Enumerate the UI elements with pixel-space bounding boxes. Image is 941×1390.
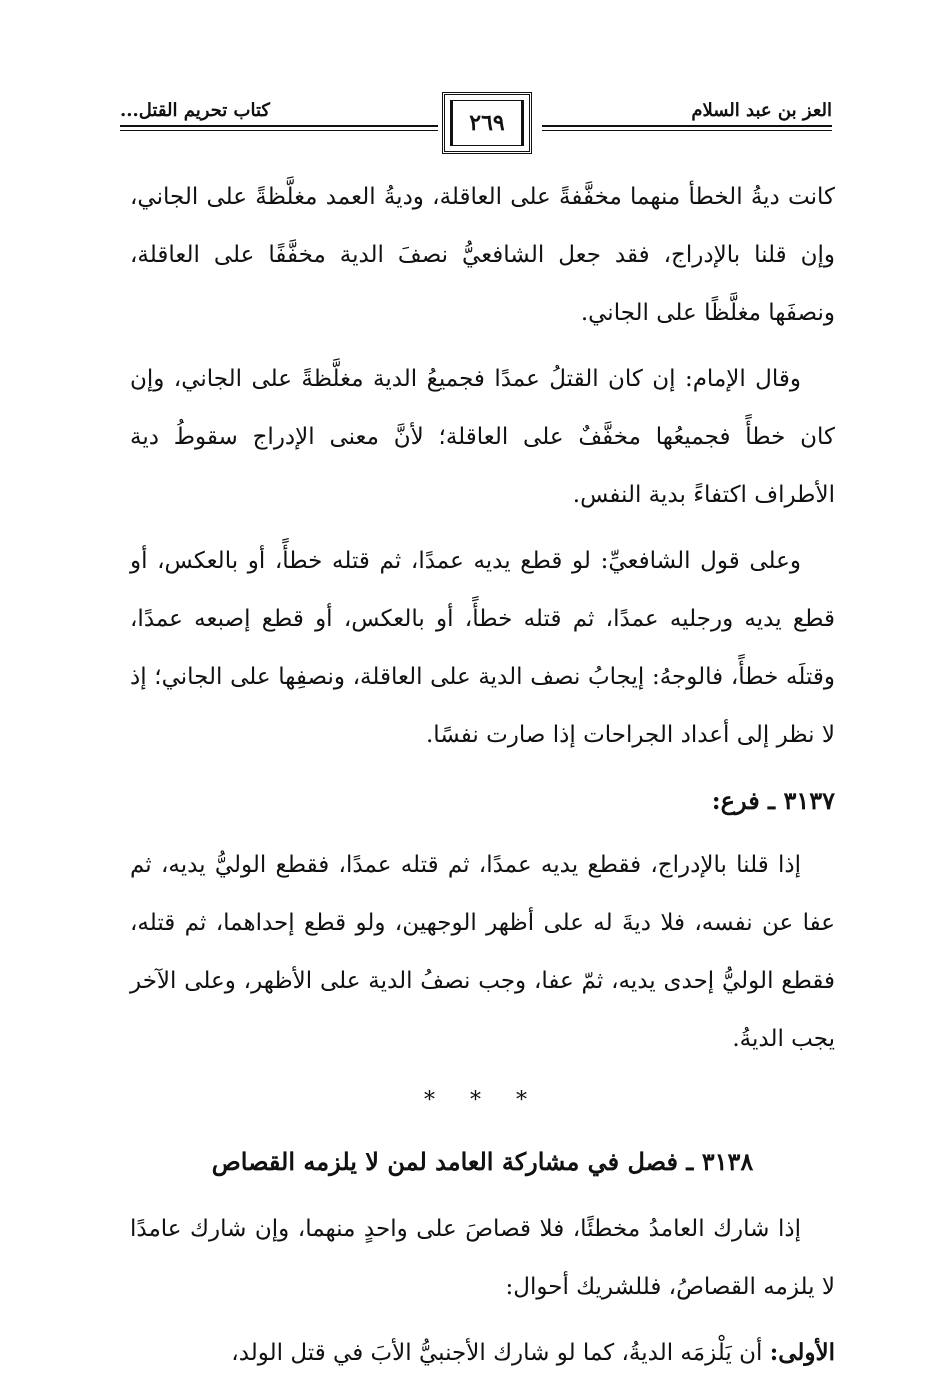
paragraph-3: وعلى قول الشافعيِّ: لو قطع يديه عمدًا، ثم قتله خطأً، أو بالعكس، أو قطع يديه ورجليه عمدًا، ثم قتله خطأً، أو بالعكس، أو قطع إصبعه عمدًا، وقتلَه خطأً، فالوجهُ: إيجابُ نصف الدية على العاقلة، ونصفِها على الجاني؛ إذ لا نظر إلى أعداد الجراحات إذا صارت نفسًا. — [130, 548, 835, 748]
section-paragraph-1: إذا شارك العامدُ مخطئًا، فلا قصاصَ على واحدٍ منهما، وإن شارك عامدًا لا يلزمه القصاصُ، فللشريك أحوال: — [130, 1216, 835, 1300]
first-case-label: الأولى: — [769, 1339, 835, 1366]
header-rule-right — [542, 125, 832, 127]
running-head-author: العز بن عبد السلام — [691, 100, 832, 121]
branch-heading: ٣١٣٧ ـ فرع: — [711, 786, 835, 815]
running-header — [120, 92, 832, 162]
section-paragraph-2 — [130, 1324, 835, 1382]
page-body — [130, 168, 835, 1390]
section-title: ٣١٣٨ ـ فصل في مشاركة العامد لمن لا يلزمه القصاص — [211, 1147, 754, 1176]
running-head-section: كتاب تحريم القتل... — [120, 100, 270, 121]
page-number-box — [442, 92, 532, 154]
paragraph-2: وقال الإمام: إن كان القتلُ عمدًا فجميعُ الدية مغلَّظةً على الجاني، وإن كان خطأً فجميعُها مخفَّفٌ على العاقلة؛ لأنَّ معنى الإدراج سقوطُ دية الأطراف اكتفاءً بدية النفس. — [130, 366, 835, 508]
branch-paragraph: إذا قلنا بالإدراج، فقطع يديه عمدًا، ثم قتله عمدًا، فقطع الوليُّ يديه، ثم عفا عن نفسه، فلا ديةَ له على أظهر الوجهين، ولو قطع إحداهما، ثم قتله، فقطع الوليُّ إحدى يديه، ثمّ عفا، وجب نصفُ الدية على الأظهر، وعلى الآخر يجب الديةُ. — [130, 852, 835, 1052]
section-separator: * * * — [424, 1088, 541, 1113]
page-number: ٢٦٩ — [450, 100, 524, 146]
first-case-text: أن يَلْزمَه الديةُ، كما لو شارك الأجنبيُّ الأبَ في قتل الولد، — [231, 1340, 770, 1366]
paragraph-1: كانت ديةُ الخطأ منهما مخفَّفةً على العاقلة، وديةُ العمد مغلَّظةً على الجاني، وإن قلنا بالإدراج، فقد جعل الشافعيُّ نصفَ الدية مخفَّفًا على العاقلة، ونصفَها مغلَّظًا على الجاني. — [130, 184, 835, 326]
header-rule-left — [120, 125, 438, 127]
